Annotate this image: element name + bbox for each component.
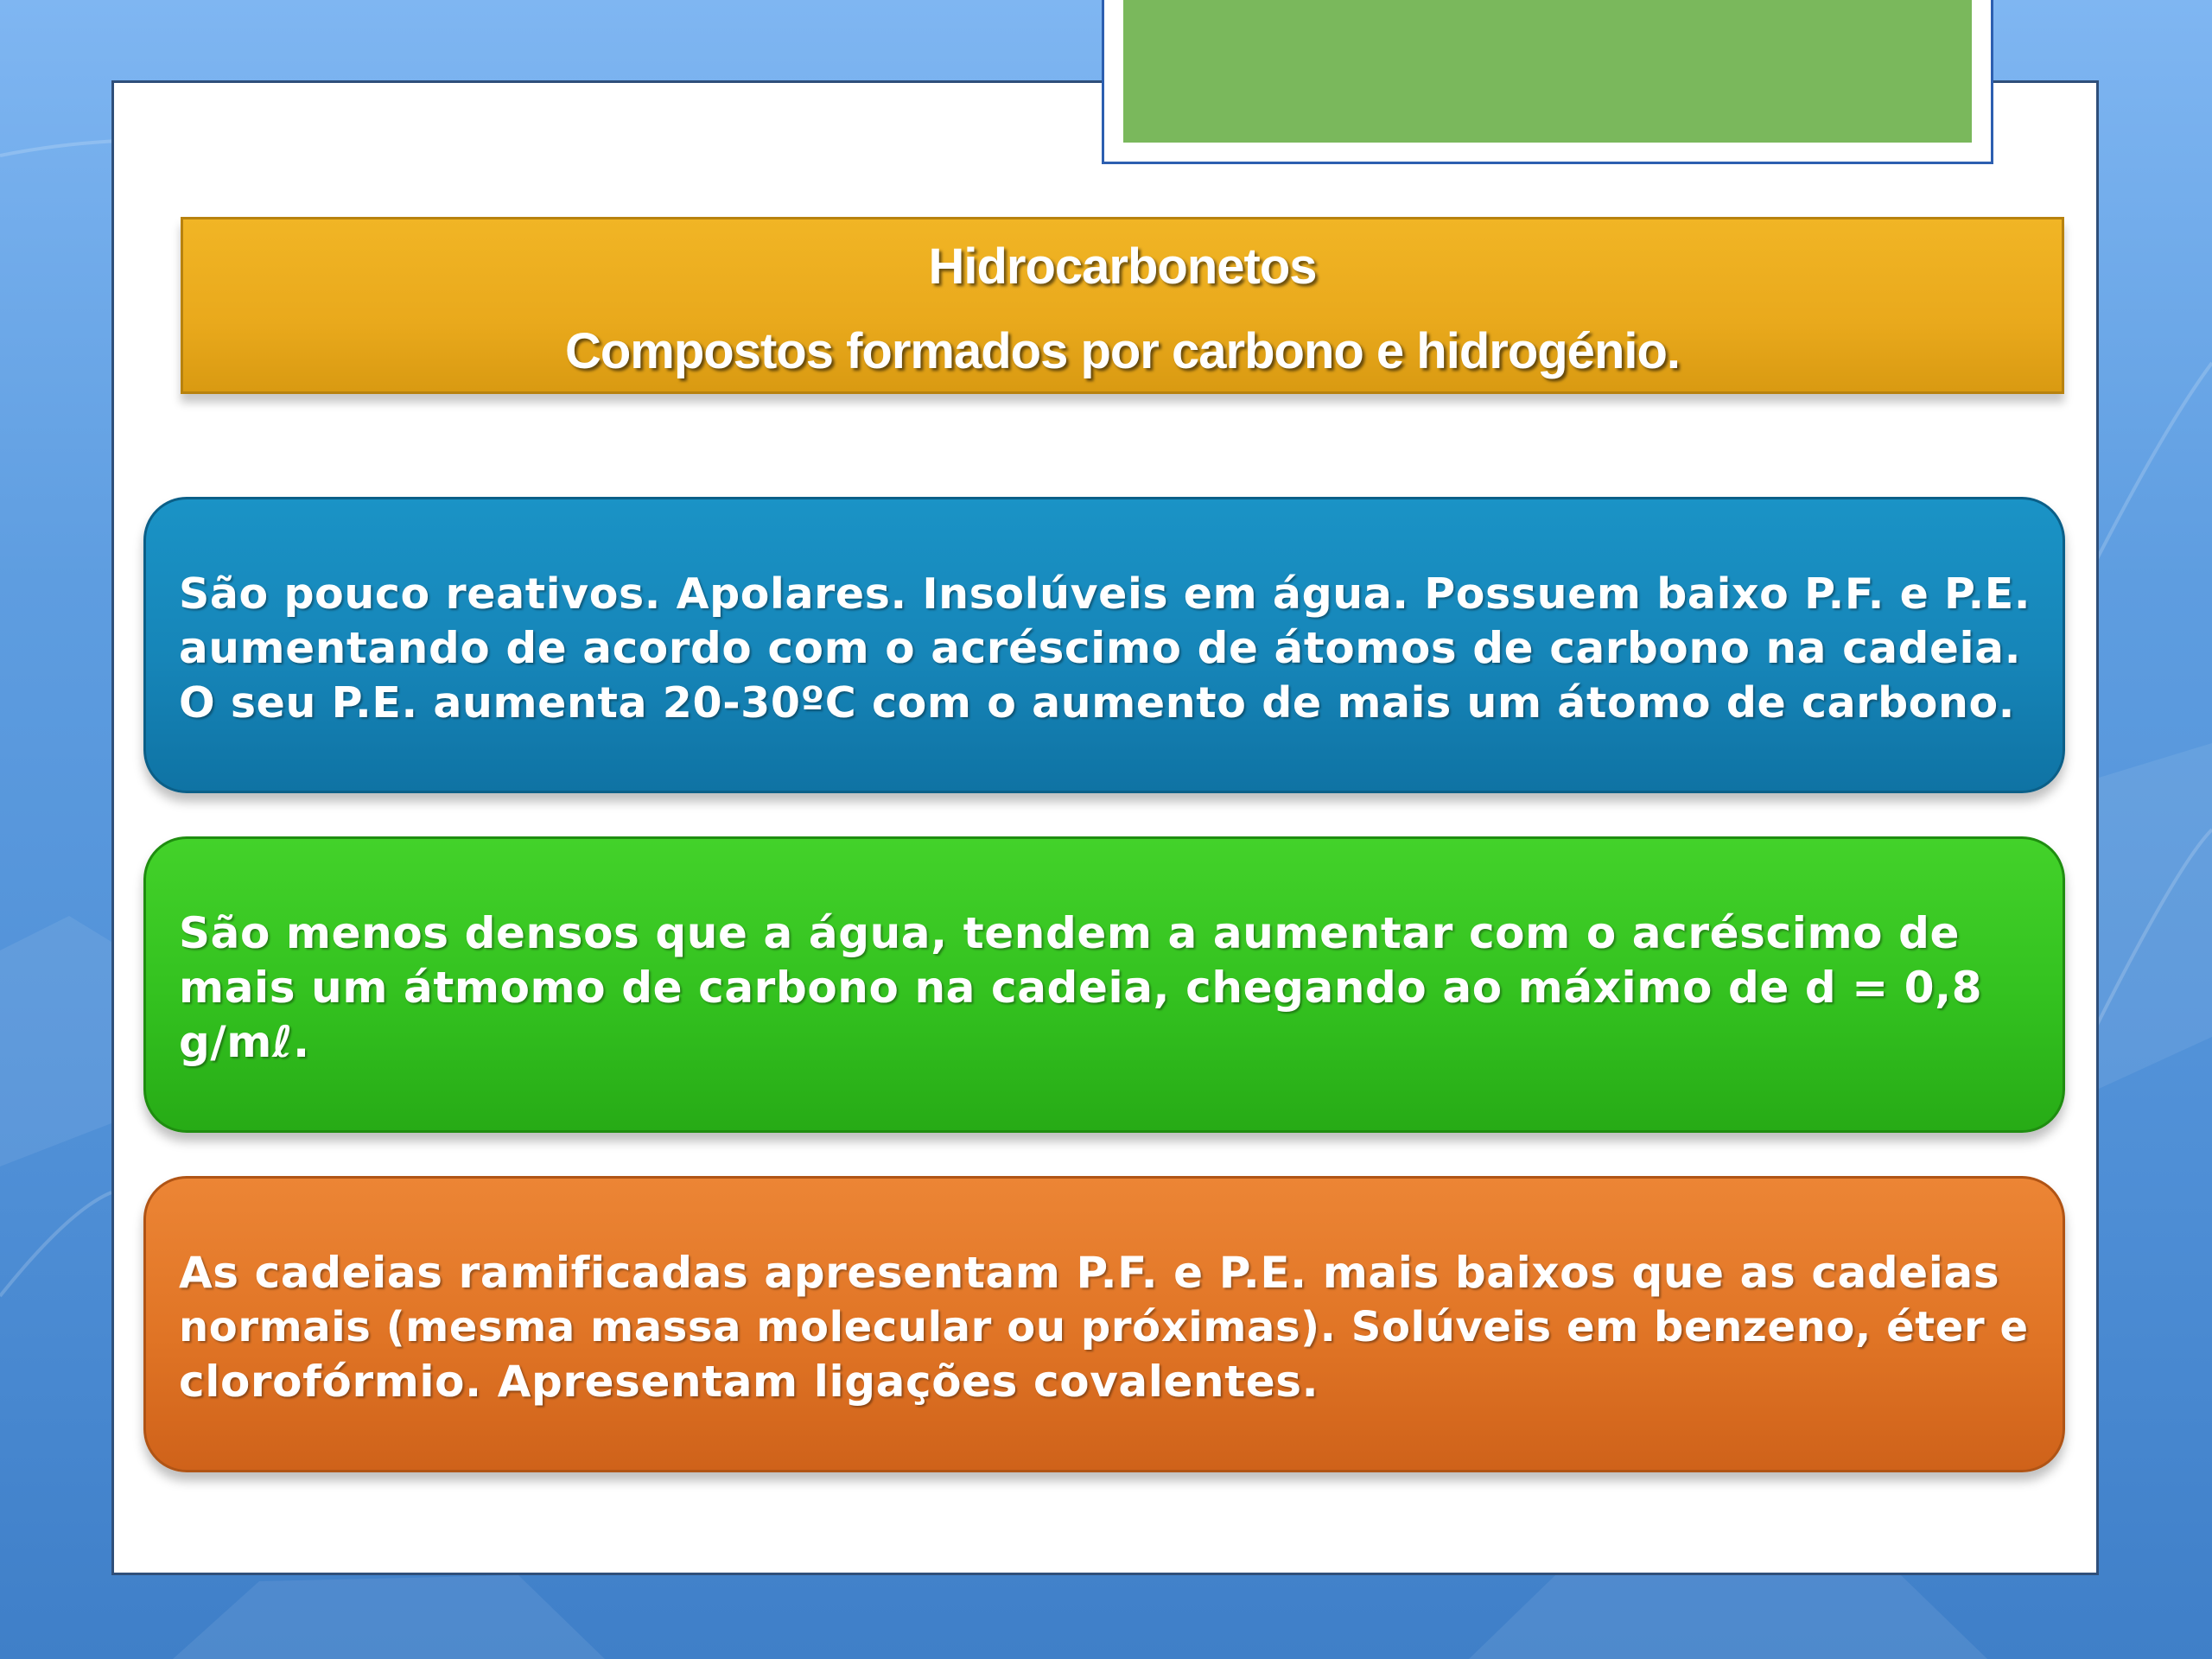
text-line: As cadeias ramificadas apresentam P.F. e P.E. mais baixos que as cadeias: [179, 1248, 2000, 1298]
slide-subtitle: Compostos formados por carbono e hidrogénio.: [564, 323, 1681, 379]
info-box-text: [179, 1246, 2031, 1409]
decorative-green-tab: [1102, 0, 1993, 164]
info-box-text: [179, 567, 2031, 730]
green-tab-fill: [1123, 0, 1972, 143]
slide-title: Hidrocarbonetos: [928, 238, 1317, 295]
text-line: clorofórmio. Apresentam ligações covalentes.: [179, 1357, 1319, 1407]
text-line: aumentando de acordo com o acréscimo de átomos de carbono na cadeia.: [179, 623, 2022, 673]
info-box-text: [179, 906, 2031, 1070]
info-box-blue: [143, 497, 2065, 793]
text-line: g/mℓ.: [179, 1017, 310, 1067]
text-line: O seu P.E. aumenta 20-30ºC com o aumento de mais um átomo de carbono.: [179, 678, 2015, 728]
text-line: mais um átmomo de carbono na cadeia, chegando ao máximo de d = 0,8: [179, 963, 1983, 1013]
text-line: São menos densos que a água, tendem a aumentar com o acréscimo de: [179, 908, 1961, 958]
text-line: São pouco reativos. Apolares. Insolúveis em água. Possuem baixo P.F. e P.E.: [179, 569, 2031, 619]
text-line: normais (mesma massa molecular ou próximas). Solúveis em benzeno, éter e: [179, 1303, 2029, 1351]
info-box-orange: [143, 1176, 2065, 1472]
title-banner: [181, 217, 2064, 394]
info-box-green: [143, 836, 2065, 1133]
